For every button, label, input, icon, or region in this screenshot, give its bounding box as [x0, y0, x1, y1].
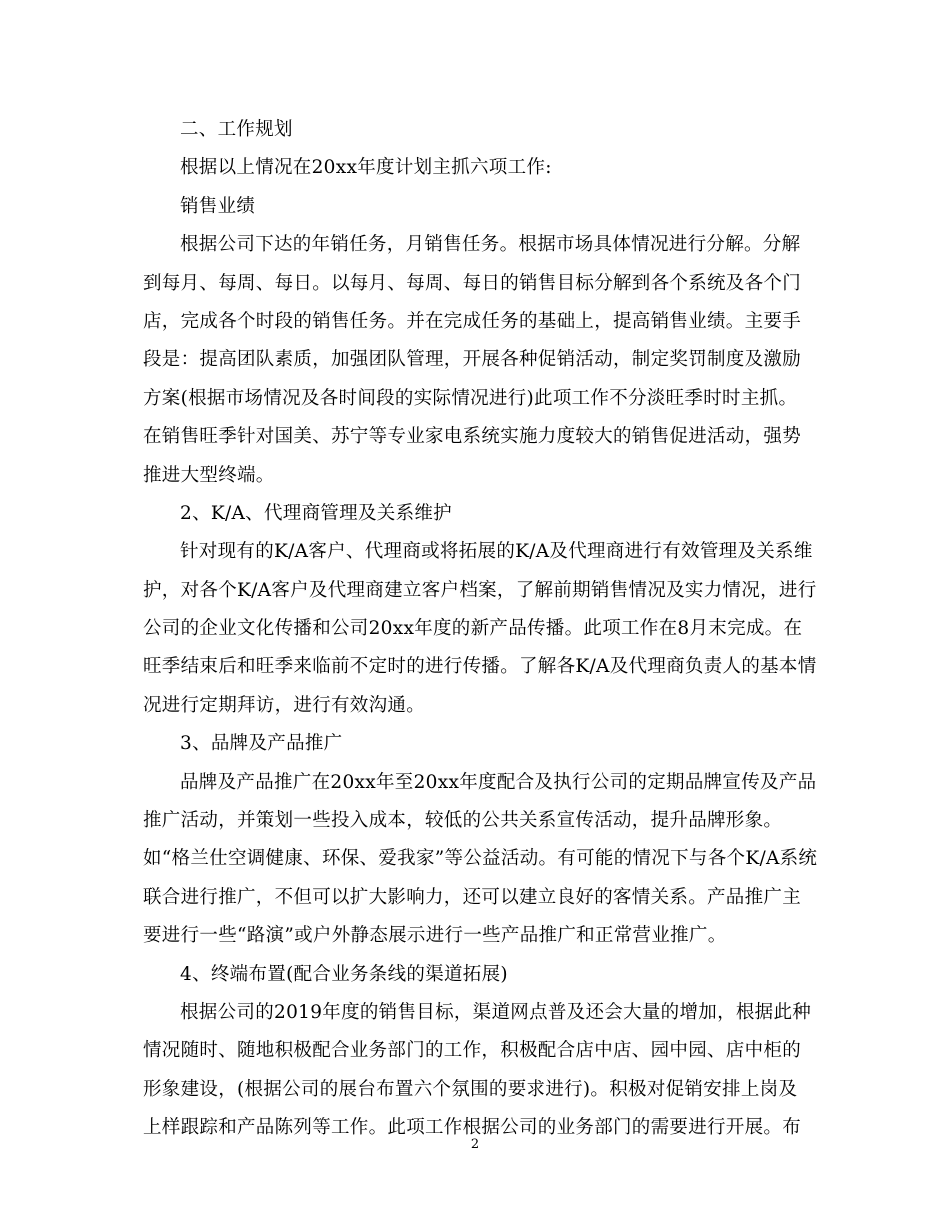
- text-line: 方案(根据市场情况及各时间段的实际情况进行)此项工作不分淡旺季时时主抓。: [143, 387, 798, 409]
- text-line: 在销售旺季针对国美、苏宁等专业家电系统实施力度较大的销售促进活动，强势: [143, 426, 802, 448]
- text-line: 要进行一些“路演”或户外静态展示进行一些产品推广和正常营业推广。: [143, 925, 727, 947]
- text-line: 旺季结束后和旺季来临前不定时的进行传播。了解各K/A及代理商负责人的基本情: [143, 656, 817, 678]
- text-line: 段是：提高团队素质，加强团队管理，开展各种促销活动，制定奖罚制度及激励: [143, 349, 802, 371]
- text-line: 到每月、每周、每日。以每月、每周、每日的销售目标分解到各个系统及各个门: [143, 272, 802, 294]
- page-number: 2: [470, 1137, 480, 1152]
- text-line: 上样跟踪和产品陈列等工作。此项工作根据公司的业务部门的需要进行开展。布: [143, 1117, 802, 1139]
- text-line: 2、K/A、代理商管理及关系维护: [180, 502, 452, 524]
- text-line: 推进大型终端。: [143, 464, 275, 486]
- text-line: 如“格兰仕空调健康、环保、爱我家”等公益活动。有可能的情况下与各个K/A系统: [143, 848, 818, 870]
- text-line: 根据公司的2019年度的销售目标，渠道网点普及还会大量的增加，根据此种: [180, 1001, 812, 1023]
- text-line: 根据公司下达的年销任务，月销售任务。根据市场具体情况进行分解。分解: [180, 234, 801, 256]
- text-line: 针对现有的K/A客户、代理商或将拓展的K/A及代理商进行有效管理及关系维: [180, 541, 813, 563]
- text-line: 二、工作规划: [180, 119, 293, 140]
- text-line: 3、品牌及产品推广: [180, 733, 343, 755]
- text-line: 公司的企业文化传播和公司20xx年度的新产品传播。此项工作在8月末完成。在: [143, 618, 803, 640]
- text-line: 形象建设，(根据公司的展台布置六个氛围的要求进行)。积极对促销安排上岗及: [143, 1078, 798, 1100]
- text-line: 4、终端布置(配合业务条线的渠道拓展): [180, 963, 508, 985]
- text-line: 情况随时、随地积极配合业务部门的工作，积极配合店中店、园中园、店中柜的: [143, 1040, 802, 1062]
- text-line: 联合进行推广，不但可以扩大影响力，还可以建立良好的客情关系。产品推广主: [143, 886, 802, 908]
- text-line: 根据以上情况在20xx年度计划主抓六项工作:: [180, 157, 552, 179]
- text-line: 店，完成各个时段的销售任务。并在完成任务的基础上，提高销售业绩。主要手: [143, 310, 802, 332]
- text-line: 销售业绩: [180, 195, 256, 217]
- text-line: 护，对各个K/A客户及代理商建立客户档案，了解前期销售情况及实力情况，进行: [143, 579, 817, 601]
- document-body: [143, 111, 818, 1148]
- text-line: 品牌及产品推广在20xx年至20xx年度配合及执行公司的定期品牌宣传及产品: [180, 771, 817, 793]
- text-line: 况进行定期拜访，进行有效沟通。: [143, 694, 426, 716]
- text-line: 推广活动，并策划一些投入成本，较低的公共关系宣传活动，提升品牌形象。: [143, 810, 783, 832]
